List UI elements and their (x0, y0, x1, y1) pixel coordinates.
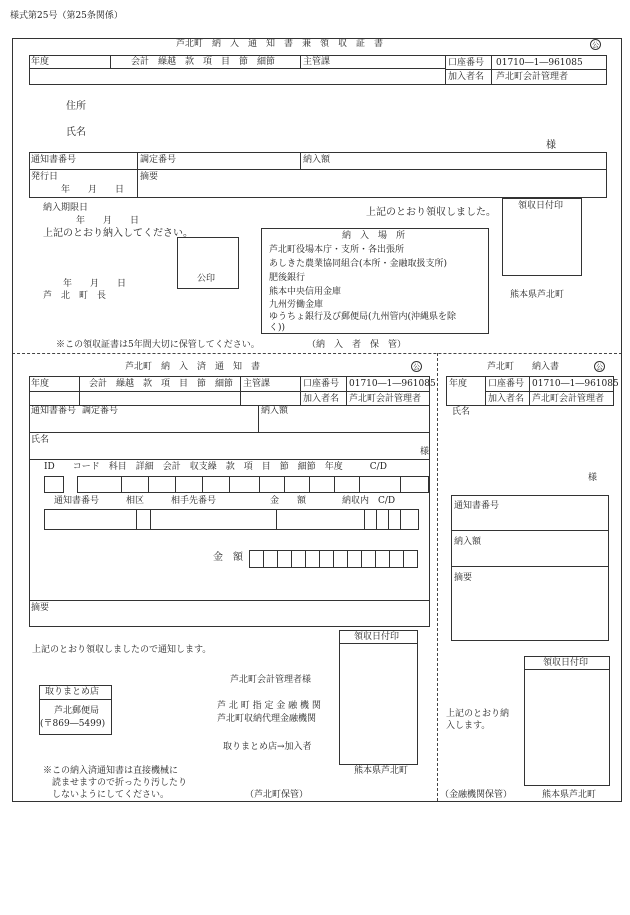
payment-place: ゆうちょ銀行及び郵便局(九州管内(沖縄県を除 (269, 312, 457, 322)
receipt-issue-date: 年 月 日 (61, 185, 125, 195)
receipt-holder-label: 加入者名 (448, 72, 485, 82)
amount-box-label: 金 額 (213, 552, 243, 563)
notice-keeper: （芦北町保管） (245, 790, 309, 800)
receipt-address-label: 住所 (66, 101, 86, 112)
receipt-official-stamp-icon: 公 (592, 41, 599, 49)
notice-account-label: 会計 繰越 款 項 目 節 細節 (89, 379, 234, 389)
stub-account-no: 01710―1―961085 (532, 379, 619, 389)
receipt-amount-label: 納入額 (303, 155, 331, 165)
collector-zip: (〒869―5499) (40, 719, 106, 729)
receipt-issue-date-label: 発行日 (31, 172, 59, 182)
machine-note: 読ませますので折ったり汚したり (43, 778, 188, 788)
stub-stamp-label: 領収日付印 (543, 658, 589, 668)
notice-name-label: 氏名 (31, 435, 50, 445)
payment-place: 肥後銀行 (269, 273, 306, 283)
mayor-label: 芦 北 町 長 (43, 291, 107, 301)
stub-holder-label: 加入者名 (488, 394, 525, 404)
receipt-name-label: 氏名 (66, 127, 86, 138)
notice-title: 芦北町 納 入 済 通 知 書 (125, 362, 261, 372)
receipt-sign-date: 年 月 日 (63, 279, 127, 289)
stub-amount-label: 納入額 (454, 537, 482, 547)
receipt-holder: 芦北町会計管理者 (496, 72, 569, 82)
bank-designated: 芦 北 町 指 定 金 融 機 関 (217, 701, 321, 711)
stub-official-stamp-icon: 公 (596, 363, 603, 371)
receipt-assess-no-label: 調定番号 (140, 155, 177, 165)
receipt-remarks-label: 摘要 (140, 172, 159, 182)
stub-amount-table (451, 495, 609, 641)
payment-place: 芦北町役場本庁・支所・各出張所 (269, 245, 405, 255)
stub-account-no-label: 口座番号 (488, 379, 525, 389)
receipt-account-label: 会計 繰越 款 項 目 節 細節 (131, 57, 276, 67)
notice-assess-no-label: 調定番号 (82, 406, 119, 416)
receipt-stamp-label: 領収日付印 (518, 201, 564, 211)
notice-stamp-label: 領収日付印 (354, 632, 400, 642)
notice-town: 熊本県芦北町 (354, 766, 409, 776)
notice-notice-no-label: 通知書番号 (31, 406, 77, 416)
collector-name: 芦北郵便局 (54, 706, 100, 716)
stub-year-label: 年度 (449, 379, 468, 389)
notice-amount-label: 納入額 (261, 406, 289, 416)
receipt-due-label: 納入期限日 (43, 203, 89, 213)
stub-keeper: （金融機関保管） (440, 790, 513, 800)
notice-account-no: 01710―1―961085 (349, 379, 436, 389)
notice-account-no-label: 口座番号 (303, 379, 340, 389)
notice-year-label: 年度 (31, 379, 50, 389)
stub-name-label: 氏名 (452, 407, 471, 417)
stub-town: 熊本県芦北町 (542, 790, 597, 800)
flow-label: 取りまとめ店→加入者 (223, 742, 312, 752)
to-manager: 芦北町会計管理者様 (230, 675, 312, 685)
notice-holder-label: 加入者名 (303, 394, 340, 404)
payment-place: 九州労働金庫 (269, 300, 324, 310)
notice-dept-label: 主管課 (243, 379, 271, 389)
outer-top-border (12, 38, 622, 39)
notice-sama: 様 (420, 447, 430, 457)
payment-place: あしきた農業協同組合(本所・金融取扱支所) (269, 259, 448, 269)
received-notify: 上記のとおり領収しましたので通知します。 (32, 645, 212, 655)
payment-place: 熊本中央信用金庫 (269, 287, 342, 297)
receipt-title: 芦北町 納 入 通 知 書 兼 領 収 証 書 (176, 39, 384, 49)
notice-official-stamp-icon: 公 (413, 363, 420, 371)
notice-holder: 芦北町会計管理者 (349, 394, 422, 404)
stub-paid-note: 入します。 (446, 721, 491, 731)
code-header: ID コード 科目 詳細 会計 収支繰 款 項 目 節 細節 年度 C/D (44, 462, 387, 472)
receipt-account-no: 01710―1―961085 (496, 58, 583, 68)
machine-note: しないようにしてください。 (43, 790, 170, 800)
receipt-year-label: 年度 (31, 57, 50, 67)
notice-number-boxes (44, 509, 419, 530)
id-box (44, 476, 64, 493)
stub-paid-note: 上記のとおり納 (446, 709, 510, 719)
stub-holder: 芦北町会計管理者 (532, 394, 605, 404)
stub-date-stamp-box (524, 656, 610, 786)
bank-agent: 芦北町収納代理金融機関 (217, 714, 317, 724)
code-boxes (77, 476, 429, 493)
stub-notice-no-label: 通知書番号 (454, 501, 500, 511)
receipt-dept-label: 主管課 (303, 57, 331, 67)
machine-note: ※この納入済通知書は直接機械に (43, 766, 179, 776)
outer-right-border (621, 38, 622, 802)
receipt-received: 上記のとおり領収しました。 (366, 207, 496, 218)
notice-date-stamp-box (339, 630, 418, 765)
receipt-keeper: （納 入 者 保 管） (307, 340, 407, 350)
receipt-keep-note: ※この領収証書は5年間大切に保管してください。 (56, 340, 260, 350)
stub-sama: 様 (588, 473, 598, 483)
receipt-account-no-label: 口座番号 (448, 58, 485, 68)
payment-places-title: 納 入 場 所 (342, 231, 406, 241)
official-seal-label: 公印 (197, 274, 216, 284)
form-number: 様式第25号（第25条関係） (10, 11, 123, 21)
collector-box-title: 取りまとめ店 (45, 687, 100, 697)
stub-title: 芦北町 納入書 (487, 362, 560, 372)
row2-header: 通知書番号 相区 相手先番号 金 額 納収内 C/D (54, 496, 396, 506)
cut-line-horizontal (12, 353, 622, 354)
receipt-notice-no-label: 通知書番号 (31, 155, 77, 165)
outer-bottom-border (12, 801, 622, 802)
payment-place: く)) (269, 323, 286, 333)
receipt-please-pay: 上記のとおり納入してください。 (43, 228, 193, 239)
notice-remarks-label: 摘要 (31, 603, 50, 613)
receipt-town: 熊本県芦北町 (510, 290, 565, 300)
cut-line-vertical (437, 353, 438, 801)
receipt-sama: 様 (546, 140, 556, 151)
receipt-due-date: 年 月 日 (76, 216, 140, 226)
stub-remarks-label: 摘要 (454, 573, 473, 583)
outer-left-border (12, 38, 13, 802)
